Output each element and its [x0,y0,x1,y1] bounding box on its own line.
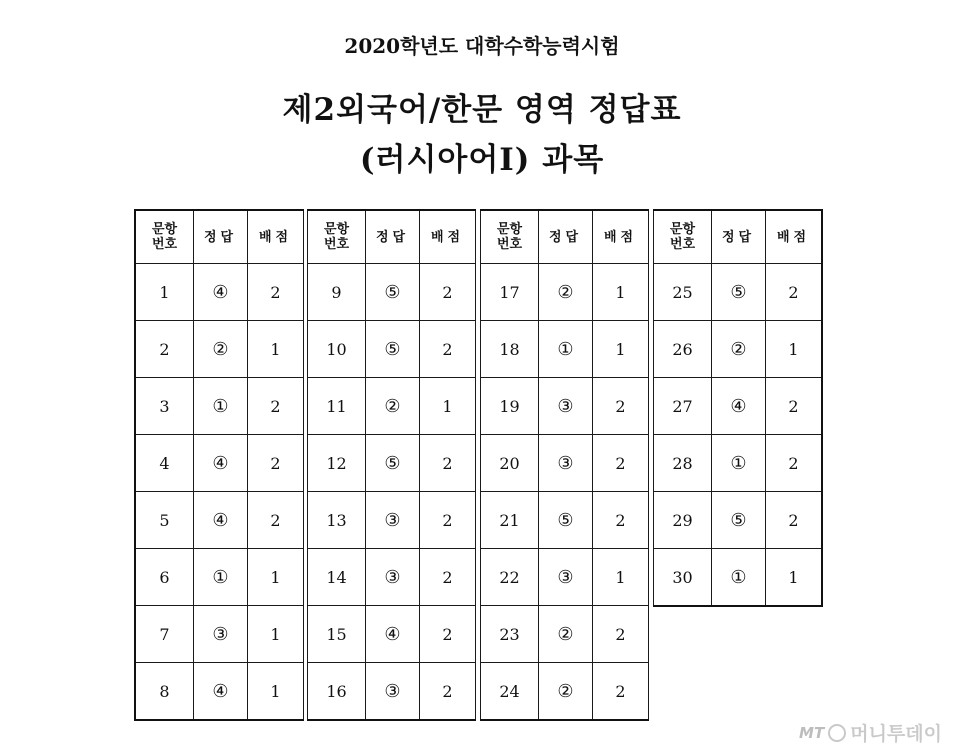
question-number-cell: 30 [654,549,712,607]
points-cell: 2 [593,663,649,721]
points-cell: 2 [420,606,476,663]
answer-cell: ① [194,378,248,435]
question-number-cell: 7 [135,606,194,663]
question-number-cell: 8 [135,663,194,721]
points-cell: 2 [766,264,823,321]
answer-cell: ③ [539,549,593,606]
question-number-cell: 18 [481,321,539,378]
table-header-row [654,210,823,264]
question-number-cell: 9 [308,264,366,321]
header-question-number [654,210,712,264]
header-points: 배점 [766,210,823,264]
table-row [481,378,649,435]
question-number-cell: 16 [308,663,366,721]
header-question-number [308,210,366,264]
question-number-cell: 11 [308,378,366,435]
answer-cell: ② [539,606,593,663]
table-row [135,549,304,606]
header-points: 배점 [248,210,304,264]
answer-cell: ③ [366,663,420,721]
table-row [481,492,649,549]
header-question-line1: 문항 [151,222,178,237]
table-row [481,321,649,378]
header-answer: 정답 [366,210,420,264]
points-cell: 1 [248,549,304,606]
points-cell: 2 [248,264,304,321]
points-cell: 2 [766,378,823,435]
question-number-cell: 4 [135,435,194,492]
watermark-circle-icon [828,724,846,742]
exam-subtitle: 2020학년도 대학수학능력시험 [344,34,620,58]
answer-cell: ② [712,321,766,378]
table-row [135,378,304,435]
table-row [481,549,649,606]
header-question-line2: 번호 [323,237,350,252]
question-number-cell: 24 [481,663,539,721]
answer-table-group-2 [307,209,476,721]
table-row [654,492,823,549]
answer-cell: ① [539,321,593,378]
header-question-line1: 문항 [323,222,350,237]
question-number-cell: 27 [654,378,712,435]
question-number-cell: 29 [654,492,712,549]
publisher-watermark [799,719,942,746]
header-points: 배점 [420,210,476,264]
points-cell: 1 [248,663,304,721]
points-cell: 1 [248,321,304,378]
question-number-cell: 17 [481,264,539,321]
answer-cell: ③ [366,549,420,606]
question-number-cell: 26 [654,321,712,378]
question-number-cell: 21 [481,492,539,549]
question-number-cell: 3 [135,378,194,435]
table-row [308,606,476,663]
answer-cell: ④ [194,663,248,721]
question-number-cell: 13 [308,492,366,549]
answer-cell: ① [712,549,766,607]
points-cell: 2 [766,435,823,492]
table-row [308,435,476,492]
points-cell: 2 [420,435,476,492]
points-cell: 2 [420,264,476,321]
points-cell: 2 [248,435,304,492]
table-header-row [481,210,649,264]
answer-cell: ② [366,378,420,435]
header-question-line1: 문항 [496,222,523,237]
subject-title: (러시아어Ⅰ) 과목 [359,142,605,178]
watermark-logo: MT [799,723,825,742]
table-row [308,378,476,435]
header-answer: 정답 [194,210,248,264]
header-question-line2: 번호 [669,237,696,252]
question-number-cell: 15 [308,606,366,663]
table-row [654,264,823,321]
question-number-cell: 22 [481,549,539,606]
points-cell: 1 [420,378,476,435]
answer-cell: ② [194,321,248,378]
points-cell: 1 [766,321,823,378]
points-cell: 1 [593,264,649,321]
header-points: 배점 [593,210,649,264]
table-row [481,663,649,721]
answer-cell: ④ [194,435,248,492]
table-row [308,549,476,606]
points-cell: 2 [766,492,823,549]
header-question-number [135,210,194,264]
answer-cell: ⑤ [712,492,766,549]
header-answer: 정답 [712,210,766,264]
points-cell: 2 [593,435,649,492]
points-cell: 2 [248,492,304,549]
answer-cell: ③ [539,378,593,435]
header-question-line2: 번호 [151,237,178,252]
answer-cell: ④ [194,264,248,321]
question-number-cell: 6 [135,549,194,606]
answer-cell: ④ [366,606,420,663]
table-row [308,321,476,378]
question-number-cell: 19 [481,378,539,435]
points-cell: 2 [593,606,649,663]
answer-cell: ④ [194,492,248,549]
header-question-number [481,210,539,264]
points-cell: 1 [593,321,649,378]
answer-cell: ④ [712,378,766,435]
header-answer: 정답 [539,210,593,264]
header-question-line1: 문항 [669,222,696,237]
table-row [481,435,649,492]
answer-table-group-1 [134,209,304,721]
table-row [135,435,304,492]
table-row [135,663,304,721]
answer-cell: ⑤ [539,492,593,549]
answer-cell: ③ [194,606,248,663]
table-row [135,492,304,549]
points-cell: 1 [593,549,649,606]
page-title: 제2외국어/한문 영역 정답표 [282,92,682,128]
question-number-cell: 12 [308,435,366,492]
answer-table-group-3 [480,209,649,721]
answer-table-group-4 [653,209,823,607]
points-cell: 2 [420,549,476,606]
table-row [135,321,304,378]
table-row [308,492,476,549]
question-number-cell: 1 [135,264,194,321]
table-row [135,606,304,663]
answer-cell: ⑤ [712,264,766,321]
header-question-line2: 번호 [496,237,523,252]
question-number-cell: 28 [654,435,712,492]
answer-cell: ① [194,549,248,606]
points-cell: 2 [593,378,649,435]
question-number-cell: 23 [481,606,539,663]
table-row [654,435,823,492]
table-row [481,606,649,663]
table-row [654,321,823,378]
answer-cell: ③ [366,492,420,549]
answer-cell: ③ [539,435,593,492]
question-number-cell: 14 [308,549,366,606]
table-row [481,264,649,321]
answer-cell: ⑤ [366,321,420,378]
table-row [654,549,823,607]
points-cell: 2 [248,378,304,435]
points-cell: 2 [420,321,476,378]
table-row [308,264,476,321]
question-number-cell: 2 [135,321,194,378]
table-row [135,264,304,321]
question-number-cell: 5 [135,492,194,549]
points-cell: 1 [248,606,304,663]
answer-cell: ② [539,663,593,721]
table-header-row [308,210,476,264]
table-header-row [135,210,304,264]
answer-cell: ① [712,435,766,492]
answer-cell: ⑤ [366,435,420,492]
table-row [654,378,823,435]
question-number-cell: 20 [481,435,539,492]
points-cell: 2 [420,492,476,549]
question-number-cell: 25 [654,264,712,321]
points-cell: 2 [593,492,649,549]
watermark-text: 머니투데이 [850,723,942,745]
table-row [308,663,476,721]
points-cell: 1 [766,549,823,607]
answer-cell: ② [539,264,593,321]
question-number-cell: 10 [308,321,366,378]
points-cell: 2 [420,663,476,721]
answer-cell: ⑤ [366,264,420,321]
